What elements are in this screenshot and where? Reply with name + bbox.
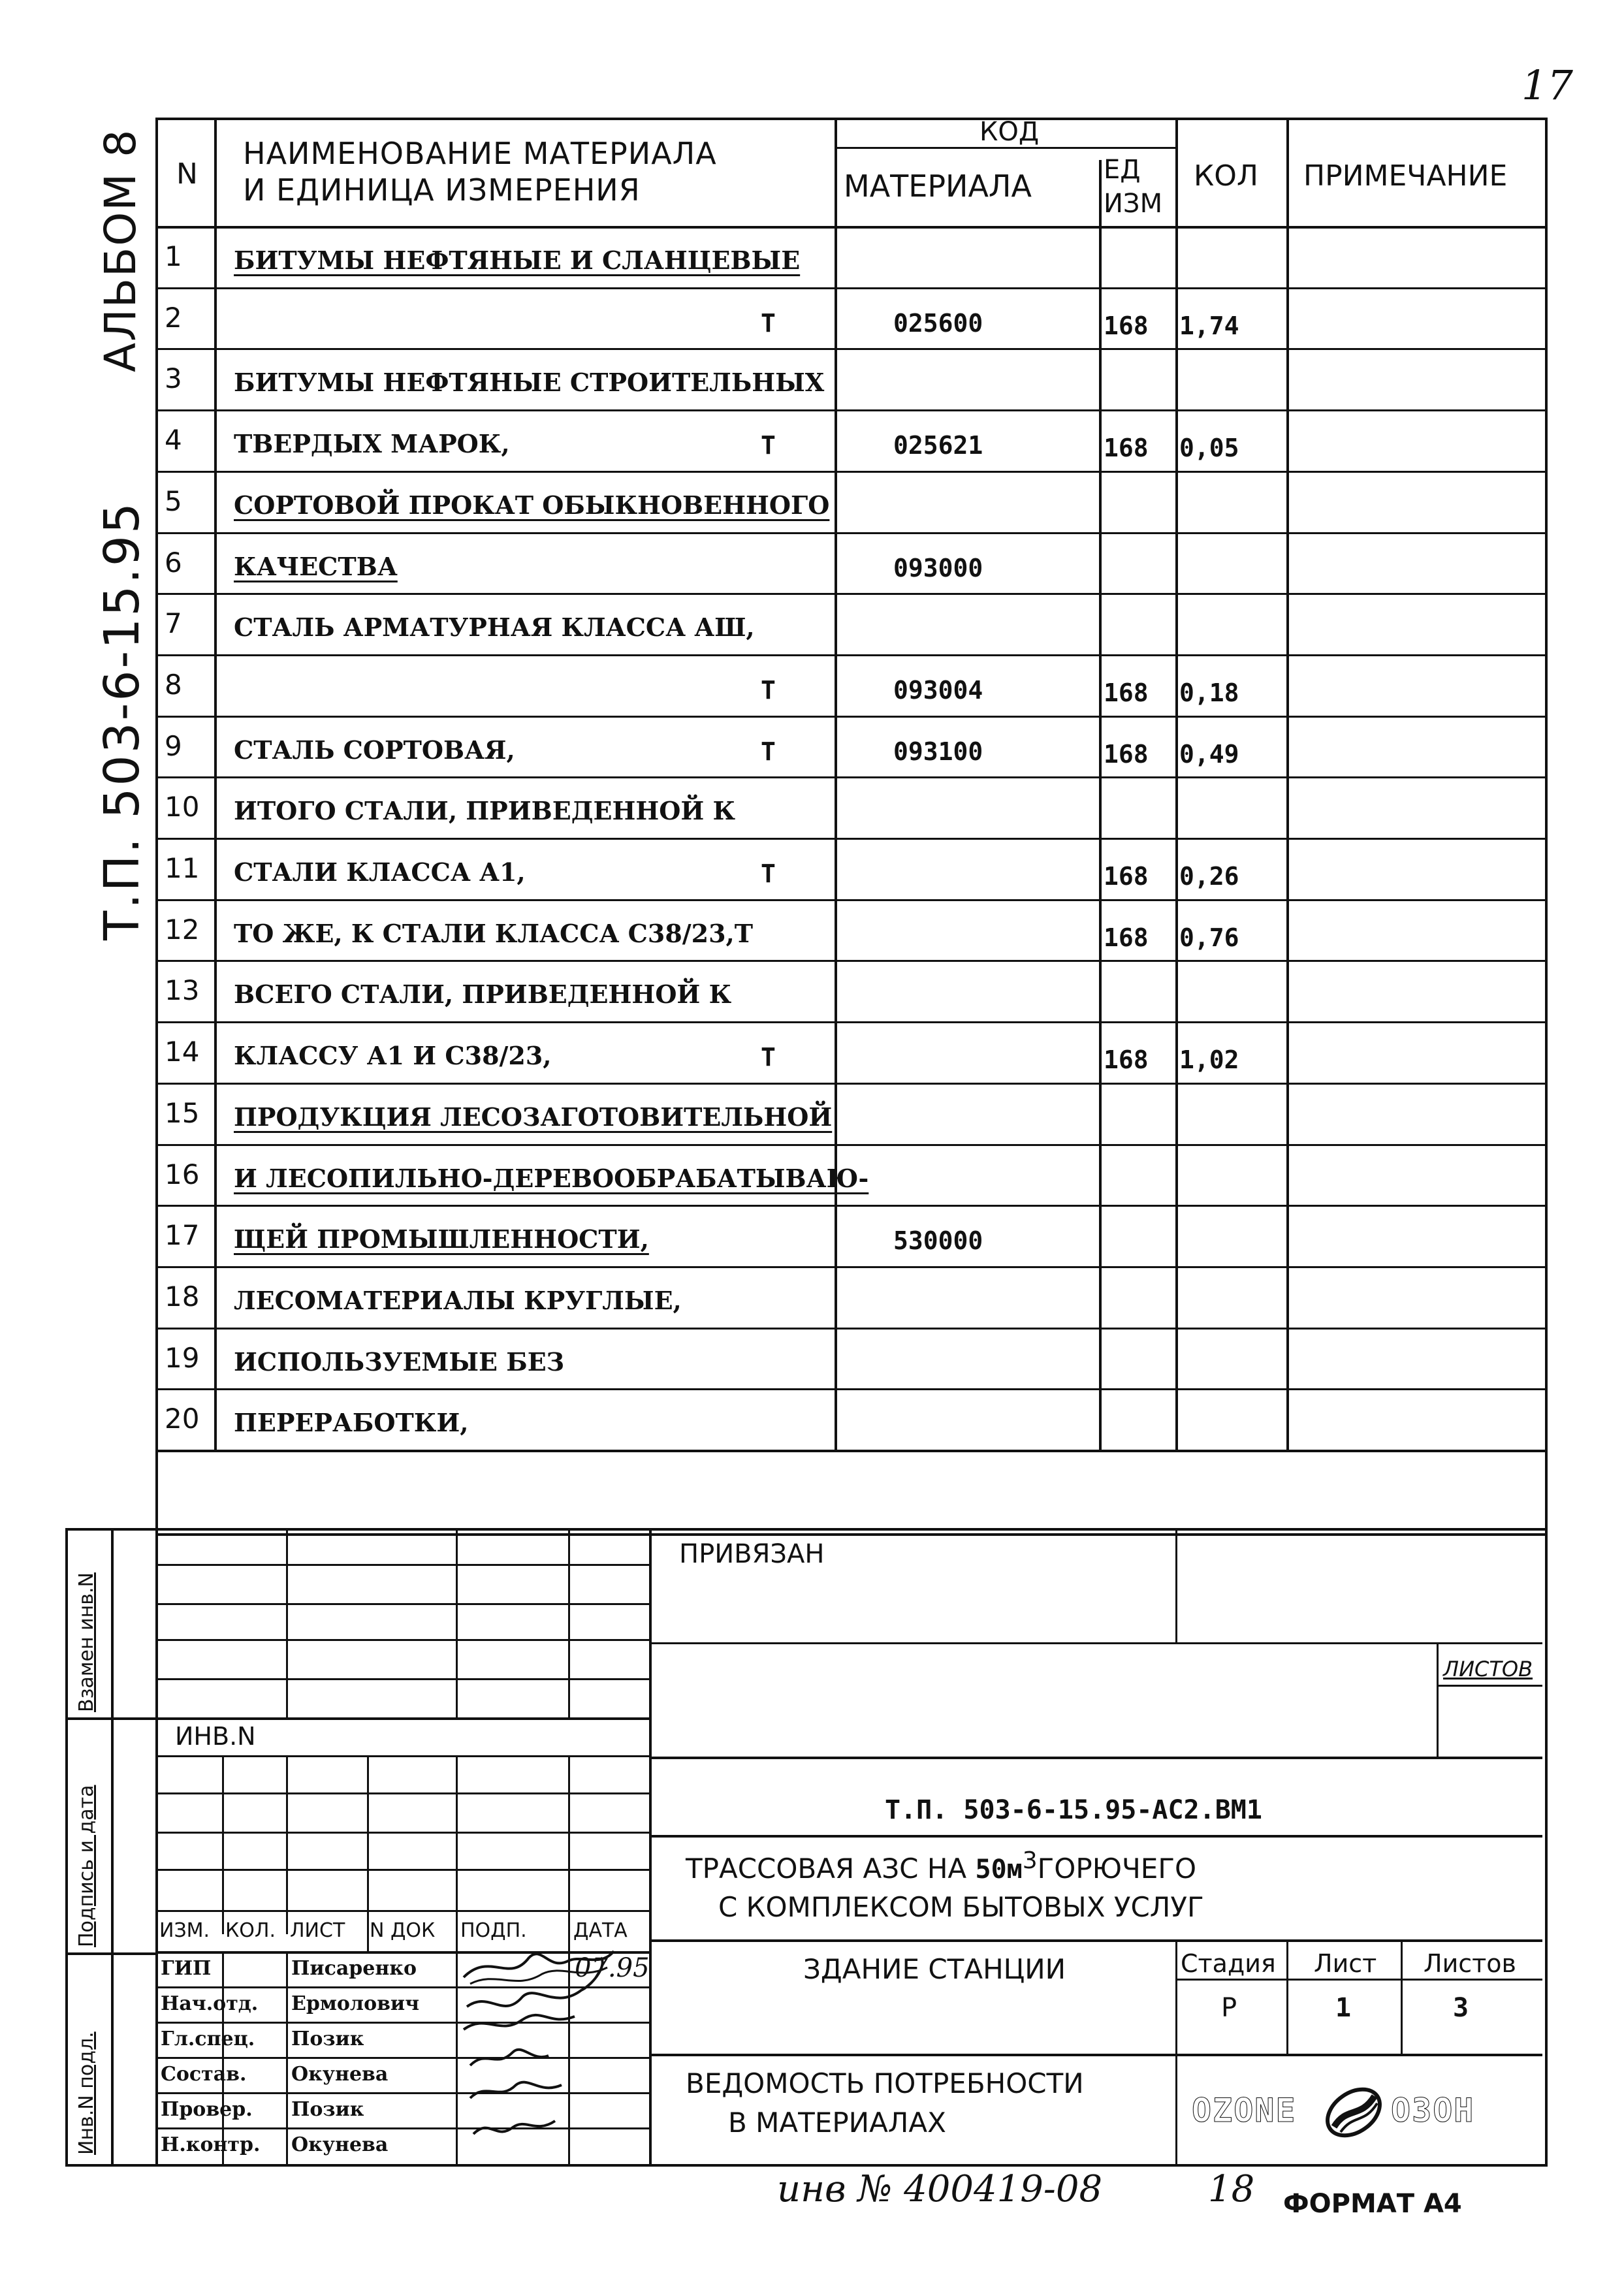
sheet-value: 1 xyxy=(1335,1993,1352,2023)
row-name: КАЧЕСТВА xyxy=(234,551,398,581)
row-name: ТВЕРДЫХ МАРОК, xyxy=(234,429,510,459)
row-code: 093000 xyxy=(893,553,983,582)
project-title xyxy=(686,1849,1196,1883)
row-unit-mark: Т xyxy=(761,737,776,766)
table-frame xyxy=(155,118,1548,1536)
side-label-sign-date: Подпись и дата xyxy=(75,1785,98,1947)
logo-right-text: ОЗОН xyxy=(1391,2092,1475,2129)
row-qty: 0,18 xyxy=(1179,678,1239,707)
row-unit-mark: Т xyxy=(761,1043,776,1072)
stamp-role: Н.контр. xyxy=(161,2133,261,2156)
row-number: 1 xyxy=(165,240,182,272)
row-name: ЛЕСОМАТЕРИАЛЫ КРУГЛЫЕ, xyxy=(234,1285,682,1315)
row-unit: 168 xyxy=(1104,434,1149,463)
logo-left-text: OZONE xyxy=(1192,2092,1297,2129)
header-qty: КОЛ xyxy=(1194,159,1258,193)
row-code: 093004 xyxy=(893,675,983,705)
listov-small-label: ЛИСТОВ xyxy=(1443,1657,1533,1681)
title-part-a: ТРАССОВАЯ АЗС НА xyxy=(686,1853,967,1885)
row-code: 025600 xyxy=(893,308,983,338)
stamp-role: ГИП xyxy=(161,1957,212,1980)
row-qty: 0,05 xyxy=(1179,434,1239,463)
row-unit-mark: Т xyxy=(761,431,776,460)
title-volume: 50м xyxy=(975,1855,1023,1885)
row-number: 16 xyxy=(165,1158,200,1190)
row-number: 19 xyxy=(165,1341,200,1374)
stamp-col-header: ПОДП. xyxy=(460,1919,527,1942)
header-name-line2: И ЕДИНИЦА ИЗМЕРЕНИЯ xyxy=(243,172,641,208)
doc-name-line2: В МАТЕРИАЛАХ xyxy=(728,2107,946,2139)
side-label-replace: Взамен инв.N xyxy=(75,1572,98,1712)
row-number: 20 xyxy=(165,1403,200,1435)
row-qty: 1,74 xyxy=(1179,311,1239,340)
row-unit-mark: Т xyxy=(761,308,776,338)
stamp-person: Окунева xyxy=(291,2133,389,2156)
stamp-col-header: ДАТА xyxy=(573,1919,628,1942)
row-number: 14 xyxy=(165,1036,200,1068)
page-number: 17 xyxy=(1521,61,1573,109)
header-code: КОД xyxy=(979,117,1040,147)
sheet-header: Лист xyxy=(1314,1949,1377,1978)
row-name: ТО ЖЕ, К СТАЛИ КЛАССА С38/23,Т xyxy=(234,918,754,948)
row-number: 5 xyxy=(165,485,182,517)
side-label-inv-orig: Инв.N подл. xyxy=(75,2031,98,2155)
inv-n-label: ИНВ.N xyxy=(175,1722,256,1751)
stamp-date: 07.95 xyxy=(575,1953,650,1983)
row-code: 025621 xyxy=(893,431,983,460)
row-name: БИТУМЫ НЕФТЯНЫЕ СТРОИТЕЛЬНЫХ xyxy=(234,368,825,398)
stamp-role: Гл.спец. xyxy=(161,2028,255,2050)
row-qty: 0,49 xyxy=(1179,739,1239,769)
title-part-b: ГОРЮЧЕГО xyxy=(1037,1853,1197,1885)
privyazan-label: ПРИВЯЗАН xyxy=(679,1539,825,1569)
row-qty: 1,02 xyxy=(1179,1045,1239,1075)
row-qty: 0,76 xyxy=(1179,923,1239,952)
row-number: 4 xyxy=(165,424,182,456)
row-name: ВСЕГО СТАЛИ, ПРИВЕДЕННОЙ К xyxy=(234,979,732,1010)
row-code: 530000 xyxy=(893,1226,983,1256)
row-unit: 168 xyxy=(1104,311,1149,340)
header-unit-line1: ЕД xyxy=(1104,155,1141,185)
row-name: СТАЛЬ СОРТОВАЯ, xyxy=(234,735,515,765)
row-number: 12 xyxy=(165,913,200,946)
header-name-line1: НАИМЕНОВАНИЕ МАТЕРИАЛА xyxy=(243,136,717,171)
stage-value: Р xyxy=(1221,1993,1237,2023)
row-unit: 168 xyxy=(1104,923,1149,952)
stamp-person: Писаренко xyxy=(291,1957,417,1980)
stamp-role: Провер. xyxy=(161,2098,253,2121)
stamp-col-header: ИЗМ. xyxy=(159,1919,210,1942)
stamp-col-header: ЛИСТ xyxy=(290,1919,345,1942)
stamp-person: Позик xyxy=(291,2028,364,2050)
row-number: 11 xyxy=(165,852,200,884)
row-unit-mark: Т xyxy=(761,675,776,705)
stamp-person: Позик xyxy=(291,2098,364,2121)
row-number: 17 xyxy=(165,1219,200,1252)
row-qty: 0,26 xyxy=(1179,862,1239,891)
logo-swirl-icon xyxy=(1321,2080,1386,2145)
title-volume-sup: 3 xyxy=(1022,1847,1038,1874)
row-name: ПРОДУКЦИЯ ЛЕСОЗАГОТОВИТЕЛЬНОЙ xyxy=(234,1102,833,1132)
doc-name-line1: ВЕДОМОСТЬ ПОТРЕБНОСТИ xyxy=(686,2067,1084,2099)
row-name: ИТОГО СТАЛИ, ПРИВЕДЕННОЙ К xyxy=(234,796,736,826)
header-note: ПРИМЕЧАНИЕ xyxy=(1303,159,1508,193)
stamp-col-header: КОЛ. xyxy=(225,1919,276,1942)
building-name: ЗДАНИЕ СТАНЦИИ xyxy=(803,1953,1066,1985)
row-unit: 168 xyxy=(1104,862,1149,891)
row-code: 093100 xyxy=(893,737,983,766)
row-number: 13 xyxy=(165,974,200,1007)
signatures-icon xyxy=(451,1945,660,2160)
inventory-handwritten: инв № 400419-08 xyxy=(777,2168,1103,2210)
row-name: КЛАССУ А1 И С38/23, xyxy=(234,1041,552,1071)
row-name: И ЛЕСОПИЛЬНО-ДЕРЕВООБРАБАТЫВАЮ- xyxy=(234,1163,869,1193)
row-number: 8 xyxy=(165,668,182,701)
row-number: 2 xyxy=(165,301,182,334)
row-number: 3 xyxy=(165,362,182,395)
sheets-header: Листов xyxy=(1424,1949,1516,1978)
row-number: 15 xyxy=(165,1096,200,1129)
row-name: ПЕРЕРАБОТКИ, xyxy=(234,1408,469,1438)
row-number: 10 xyxy=(165,791,200,823)
header-n: N xyxy=(176,157,198,191)
row-unit-mark: Т xyxy=(761,859,776,888)
row-number: 6 xyxy=(165,546,182,579)
row-name: ЩЕЙ ПРОМЫШЛЕННОСТИ, xyxy=(234,1224,649,1254)
stamp-person: Ермолович xyxy=(291,1992,420,2015)
project-side-label: Т.П. 503-6-15.95 xyxy=(94,501,150,940)
inventory-number-handwritten: 18 xyxy=(1208,2168,1255,2210)
row-number: 18 xyxy=(165,1280,200,1313)
album-side-label: АЛЬБОМ 8 xyxy=(95,128,146,372)
stage-header: Стадия xyxy=(1181,1949,1276,1978)
drawing-code: Т.П. 503-6-15.95-АС2.ВМ1 xyxy=(885,1795,1262,1825)
stamp-role: Нач.отд. xyxy=(161,1992,259,2015)
row-unit: 168 xyxy=(1104,678,1149,707)
sheets-value: 3 xyxy=(1453,1993,1469,2023)
header-unit-line2: ИЗМ xyxy=(1104,189,1163,219)
stamp-role: Состав. xyxy=(161,2063,247,2086)
stamp-person: Окунева xyxy=(291,2063,389,2086)
project-title-line2: С КОМПЛЕКСОМ БЫТОВЫХ УСЛУГ xyxy=(718,1891,1204,1923)
header-material: МАТЕРИАЛА xyxy=(844,168,1032,204)
row-unit: 168 xyxy=(1104,739,1149,769)
format-label: ФОРМАТ А4 xyxy=(1283,2189,1462,2219)
row-name: СОРТОВОЙ ПРОКАТ ОБЫКНОВЕННОГО xyxy=(234,490,830,520)
row-name: СТАЛИ КЛАССА А1, xyxy=(234,857,526,887)
row-name: ИСПОЛЬЗУЕМЫЕ БЕЗ xyxy=(234,1346,565,1377)
row-unit: 168 xyxy=(1104,1045,1149,1075)
row-name: СТАЛЬ АРМАТУРНАЯ КЛАССА АШ, xyxy=(234,613,755,643)
stamp-col-header: N ДОК xyxy=(370,1919,436,1942)
row-number: 7 xyxy=(165,607,182,640)
row-number: 9 xyxy=(165,729,182,762)
row-name: БИТУМЫ НЕФТЯНЫЕ И СЛАНЦЕВЫЕ xyxy=(234,246,801,275)
